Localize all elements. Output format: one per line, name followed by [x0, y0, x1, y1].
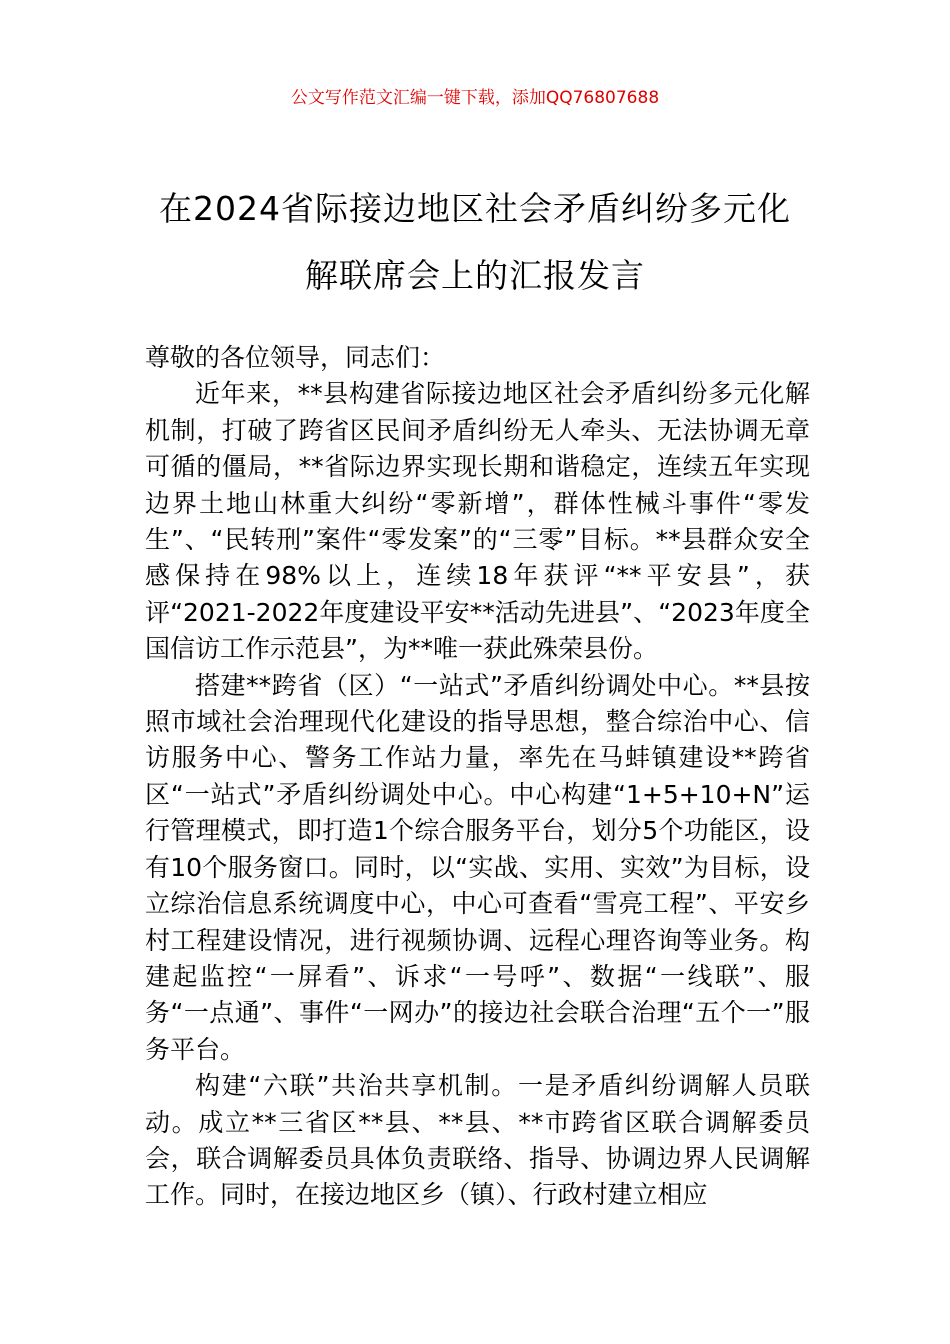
paragraph-mediation-center: 搭建**跨省（区）“一站式”矛盾纠纷调处中心。**县按照市域社会治理现代化建设的指导思想，整合综治中心、信访服务中心、警务工作站力量，率先在马蚌镇建设**跨省区“一站式”矛盾纠纷调处中心。中心构建“1+5+10+N”运行管理模式，即打造1个综合服务平台，划分5个功能区，设有10个服务窗口。同时，以“实战、实用、实效”为目标，设立综治信息系统调度中心，中心可查看“雪亮工程”、平安乡村工程建设情况，进行视频协调、远程心理咨询等业务。构建起监控“一屏看”、诉求“一号呼”、数据“一线联”、服务“一点通”、事件“一网办”的接边社会联合治理“五个一”服务平台。 — [145, 670, 810, 1064]
title-line-1: 在2024省际接边地区社会矛盾纠纷多元化 — [159, 189, 791, 228]
document-title — [120, 175, 830, 309]
title-line-2: 解联席会上的汇报发言 — [305, 256, 645, 295]
document-body — [145, 340, 810, 1214]
salutation: 尊敬的各位领导，同志们： — [145, 343, 446, 372]
download-banner: 公文写作范文汇编一键下载，添加QQ76807688 — [290, 88, 660, 108]
paragraph-intro: 近年来，**县构建省际接边地区社会矛盾纠纷多元化解机制，打破了跨省区民间矛盾纠纷无人牵头、无法协调无章可循的僵局，**省际边界实现长期和谐稳定，连续五年实现边界土地山林重大纠纷“零新增”，群体性械斗事件“零发生”、“民转刑”案件“零发案”的“三零”目标。**县群众安全感保持在98%以上，连续18年获评“**平安县”，获评“2021-2022年度建设平安**活动先进县”、“2023年度全国信访工作示范县”，为**唯一获此殊荣县份。 — [145, 379, 810, 664]
paragraph-six-links: 构建“六联”共治共享机制。一是矛盾纠纷调解人员联动。成立**三省区**县、**县、**市跨省区联合调解委员会，联合调解委员具体负责联络、指导、协调边界人民调解工作。同时，在接边地区乡（镇）、行政村建立相应 — [145, 1071, 810, 1210]
